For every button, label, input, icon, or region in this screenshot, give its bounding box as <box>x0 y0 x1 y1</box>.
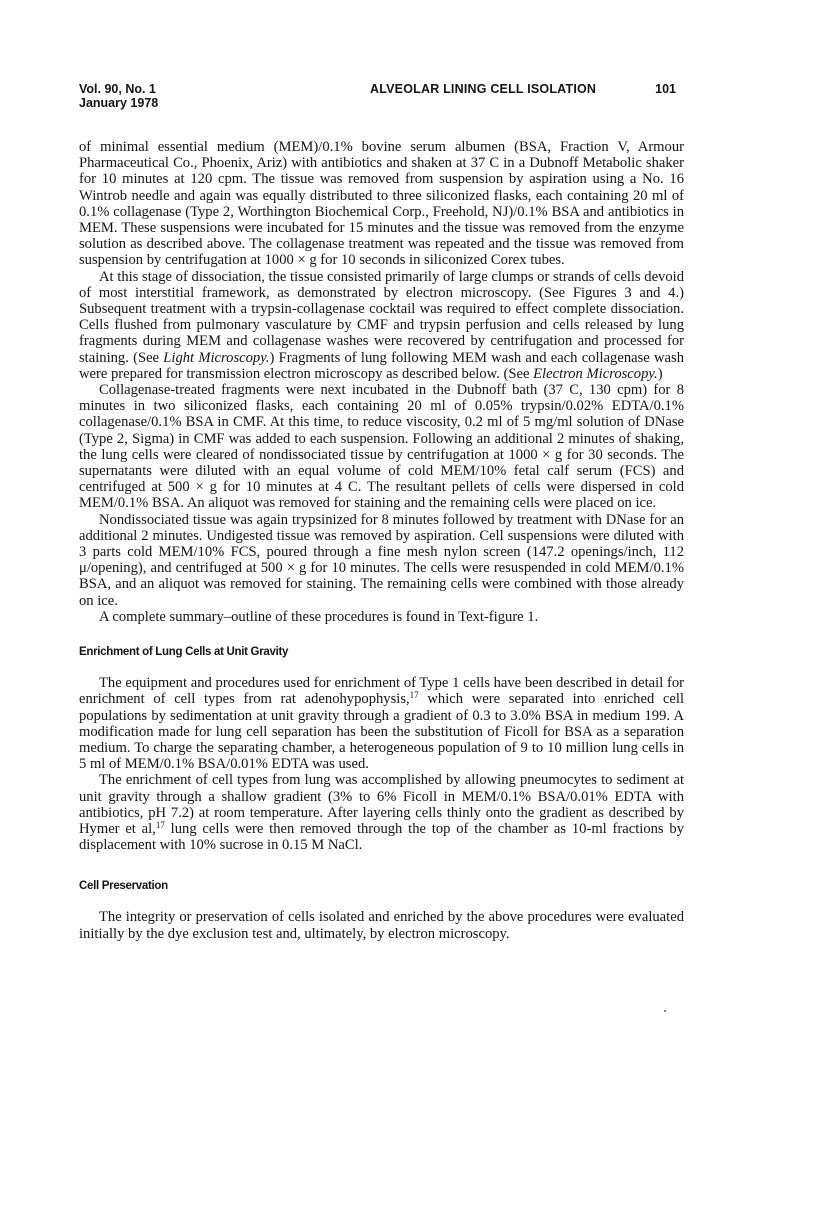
section-heading-enrichment: Enrichment of Lung Cells at Unit Gravity <box>79 646 289 659</box>
paragraph-continued: of minimal essential medium (MEM)/0.1% bovine serum albumen (BSA, Fraction V, Armour Pharmaceutical Co., Phoenix, Ariz) with antibiotics and shaken at 37 C in a Dubnoff Metabolic shaker for 10 minutes at 120 cpm. The tissue was removed from suspension by aspiration using a No. 16 Wintrob needle and again was equally distributed to three siliconized flasks, each containing 20 ml of 0.1% collagenase (Type 2, Worthington Biochemical Corp., Freehold, NJ)/0.1% BSA and antibiotics in MEM. These suspensions were incubated for 15 minutes and the tissue was removed from the enzyme solution as described above. The collagenase treatment was repeated and the tissue was removed from suspension by centrifugation at 1000 × g for 10 seconds in siliconized Corex tubes. <box>79 139 684 269</box>
cross-reference-light-microscopy: Light Microscopy. <box>163 349 270 366</box>
paragraph-dissociation <box>79 269 684 382</box>
issue-date: January 1978 <box>79 96 159 110</box>
print-speck <box>664 1010 666 1012</box>
text-run: which were separated into enriched cell populations by sedimentation at unit gravity through a gradient of 0.3 to 3.0% BSA in medium 199. A modification made for lung cell separation has been the substitution of Ficoll for BSA as a separation medium. To charge the separating chamber, a heterogeneous population of 9 to 10 million lung cells in 5 ml of MEM/0.1% BSA/0.01% EDTA was used. <box>79 691 685 773</box>
running-title: ALVEOLAR LINING CELL ISOLATION <box>370 82 597 96</box>
cross-reference-electron-microscopy: Electron Microscopy. <box>533 365 658 382</box>
paragraph-trypsin-treatment: Collagenase-treated fragments were next incubated in the Dubnoff bath (37 C, 130 cpm) for 8 minutes in two siliconized flasks, each containing 20 ml of 0.05% trypsin/0.02% EDTA/0.1% collagenase/0.1% BSA in CMF. At this time, to reduce viscosity, 0.2 ml of 5 mg/ml solution of DNase (Type 2, Sigma) in CMF was added to each suspension. Following an additional 2 minutes of shaking, the lung cells were cleared of nondissociated tissue by centrifugation at 1000 × g for 30 seconds. The supernatants were diluted with an equal volume of cold MEM/10% fetal calf serum (FCS) and centrifuged at 500 × g for 10 minutes at 4 C. The resultant pellets of cells were dispersed in cold MEM/0.1% BSA. An aliquot was removed for staining and the remaining cells were placed on ice. <box>79 382 684 512</box>
paragraph-summary: A complete summary–outline of these procedures is found in Text-figure 1. <box>99 608 539 625</box>
text-run: ) Fragments of lung following MEM wash and each collagenase wash were prepared for transmission electron microscopy as described below. (See <box>79 349 684 382</box>
text-run: At this stage of dissociation, the tissue consisted primarily of large clumps or strands of cells devoid of most interstitial framework, as demonstrated by electron microscopy. (See Figures 3 and 4.) Subsequent treatment with a trypsin-collagenase cocktail was required to effect complete dissociation. Cells flushed from pulmonary vasculature by CMF and trypsin perfusion and cells released by lung fragments during MEM and collagenase washes were recovered by centrifugation and processed for staining. (See <box>79 268 684 366</box>
text-run: The enrichment of cell types from lung was accomplished by allowing pneumocytes to sediment at unit gravity through a shallow gradient (3% to 6% Ficoll in MEM/0.1% BSA/0.01% EDTA with antibiotics, pH 7.2) at room temperature. After layering cells thinly onto the gradient as described by Hymer et al, <box>79 772 684 837</box>
article-body <box>79 139 684 942</box>
paragraph-nondissociated-tissue: Nondissociated tissue was again trypsinized for 8 minutes followed by treatment with DNase for an additional 2 minutes. Undigested tissue was removed by aspiration. Cell suspensions were diluted with 3 parts cold MEM/10% FCS, poured through a fine mesh nylon screen (147.2 openings/inch, 112 μ/opening), and centrifuged at 500 × g for 10 minutes. The cells were resuspended in cold MEM/0.1% BSA, and an aliquot was removed for staining. The remaining cells were combined with those already on ice. <box>79 511 684 609</box>
paragraph-cell-preservation: The integrity or preservation of cells isolated and enriched by the above procedures were evaluated initially by the dye exclusion test and, ultimately, by electron microscopy. <box>79 909 684 942</box>
page <box>79 82 684 942</box>
paragraph-enrichment-procedures <box>79 675 684 772</box>
reference-superscript: 17 <box>155 819 165 830</box>
reference-superscript: 17 <box>409 690 419 701</box>
volume-issue: Vol. 90, No. 1 <box>79 82 156 96</box>
text-run: ) <box>657 365 663 382</box>
text-run: The equipment and procedures used for enrichment of Type 1 cells have been described in detail for enrichment of cell types from rat adenohypophysis, <box>79 675 684 708</box>
page-number: 101 <box>655 82 676 96</box>
section-heading-cell-preservation: Cell Preservation <box>79 880 168 893</box>
text-run: lung cells were then removed through the top of the chamber as 10-ml fractions by displacement with 10% sucrose in 0.15 M NaCl. <box>79 820 684 854</box>
journal-citation <box>79 82 158 110</box>
running-header <box>79 82 684 122</box>
paragraph-enrichment-gradient <box>79 772 684 853</box>
